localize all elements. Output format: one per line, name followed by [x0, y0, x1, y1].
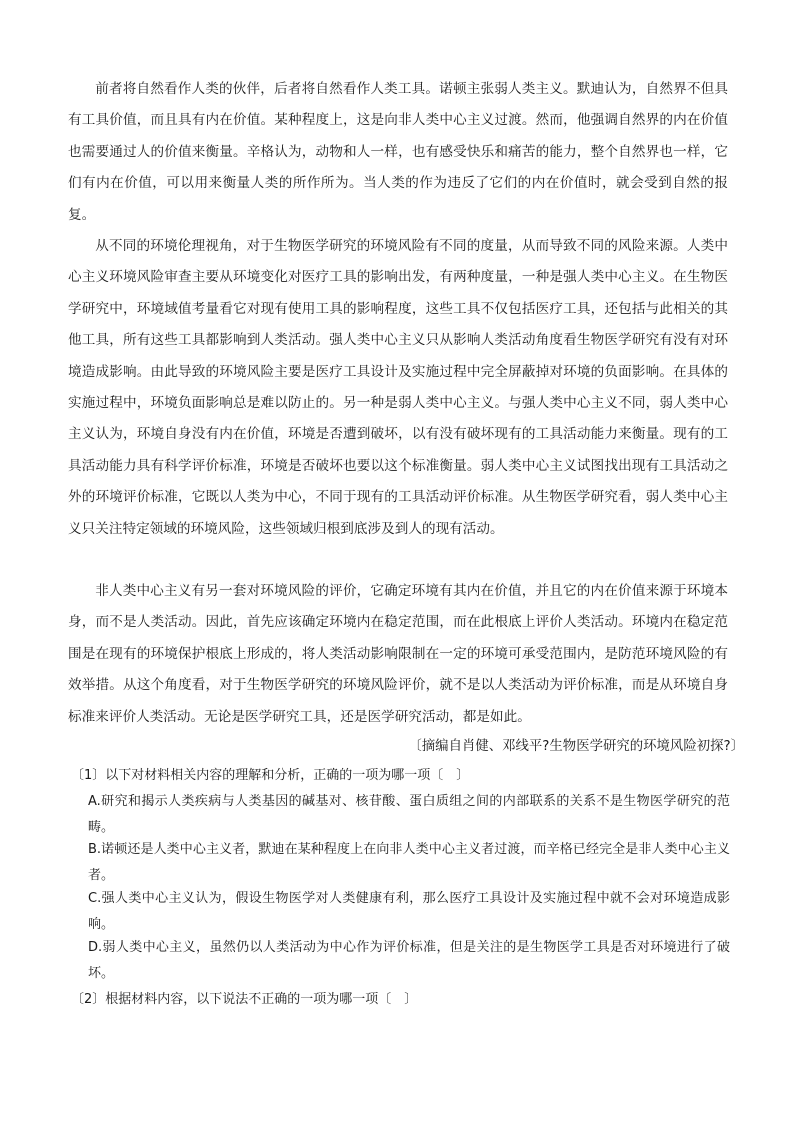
question-1-option-a: A.研究和揭示人类疾病与人类基因的碱基对、核苷酸、蛋白质组之间的内部联系的关系不是生物医学研究的范畴。 [88, 794, 730, 835]
question-1-option-d: D.弱人类中心主义，虽然仍以人类活动为中心作为评价标准，但是关注的是生物医学工具是否对环境进行了破坏。 [88, 940, 730, 981]
article-paragraph-1: 前者将自然看作人类的伙伴，后者将自然看作人类工具。诺顿主张弱人类主义。默迪认为，自然界不但具有工具价值，而且具有内在价值。某种程度上，这是向非人类中心主义过渡。然而，他强调自然界的内在价值也需要通过人的价值来衡量。辛格认为，动物和人一样，也有感受快乐和痛苦的能力，整个自然界也一样，它们有内在价值，可以用来衡量人类的所作所为。当人类的作为违反了它们的内在价值时，就会受到自然的报复。 [68, 81, 728, 223]
question-1-option-c: C.强人类中心主义认为，假设生物医学对人类健康有利，那么医疗工具设计及实施过程中就不会对环境造成影响。 [88, 891, 730, 932]
article-paragraph-3: 非人类中心主义有另一套对环境风险的评价，它确定环境有其内在价值，并且它的内在价值来源于环境本身，而不是人类活动。因此，首先应该确定环境内在稳定范围，而在此根底上评价人类活动。环境内在稳定范围是在现有的环境保护根底上形成的，将人类活动影响限制在一定的环境可承受范围内，是防范环境风险的有效举措。从这个角度看，对于生物医学研究的环境风险评价，就不是以人类活动为评价标准，而是从环境自身标准来评价人类活动。无论是医学研究工具，还是医学研究活动，都是如此。 [68, 583, 728, 725]
article-source: 〔摘编自肖健、邓线平?生物医学研究的环境风险初探?〕 [408, 739, 744, 754]
question-1-stem: 〔1〕以下对材料相关内容的理解和分析，正确的一项为哪一项〔 〕 [71, 768, 470, 783]
article-paragraph-2: 从不同的环境伦理视角，对于生物医学研究的环境风险有不同的度量，从而导致不同的风险来源。人类中心主义环境风险审查主要从环境变化对医疗工具的影响出发，有两种度量，一种是强人类中心主义。在生物医学研究中，环境域值考量看它对现有使用工具的影响程度，这些工具不仅包括医疗工具，还包括与此相关的其他工具，所有这些工具都影响到人类活动。强人类中心主义只从影响人类活动角度看生物医学研究有没有对环境造成影响。由此导致的环境风险主要是医疗工具设计及实施过程中完全屏蔽掉对环境的负面影响。在具体的实施过程中，环境负面影响总是难以防止的。另一种是弱人类中心主义。与强人类中心主义不同，弱人类中心主义认为，环境自身没有内在价值，环境是否遭到破坏，以有没有破坏现有的工具活动能力来衡量。现有的工具活动能力具有科学评价标准，环境是否破坏也要以这个标准衡量。弱人类中心主义试图找出现有工具活动之外的环境评价标准，它既以人类为中心，不同于现有的工具活动评价标准。从生物医学研究看，弱人类中心主义只关注特定领域的环境风险，这些领域归根到底涉及到人的现有活动。 [68, 238, 728, 537]
question-1-option-b: B.诺顿还是人类中心主义者，默迪在某种程度上在向非人类中心主义者过渡，而辛格已经完全是非人类中心主义者。 [88, 842, 730, 883]
question-2-stem: 〔2〕根据材料内容，以下说法不正确的一项为哪一项〔 〕 [71, 992, 418, 1007]
